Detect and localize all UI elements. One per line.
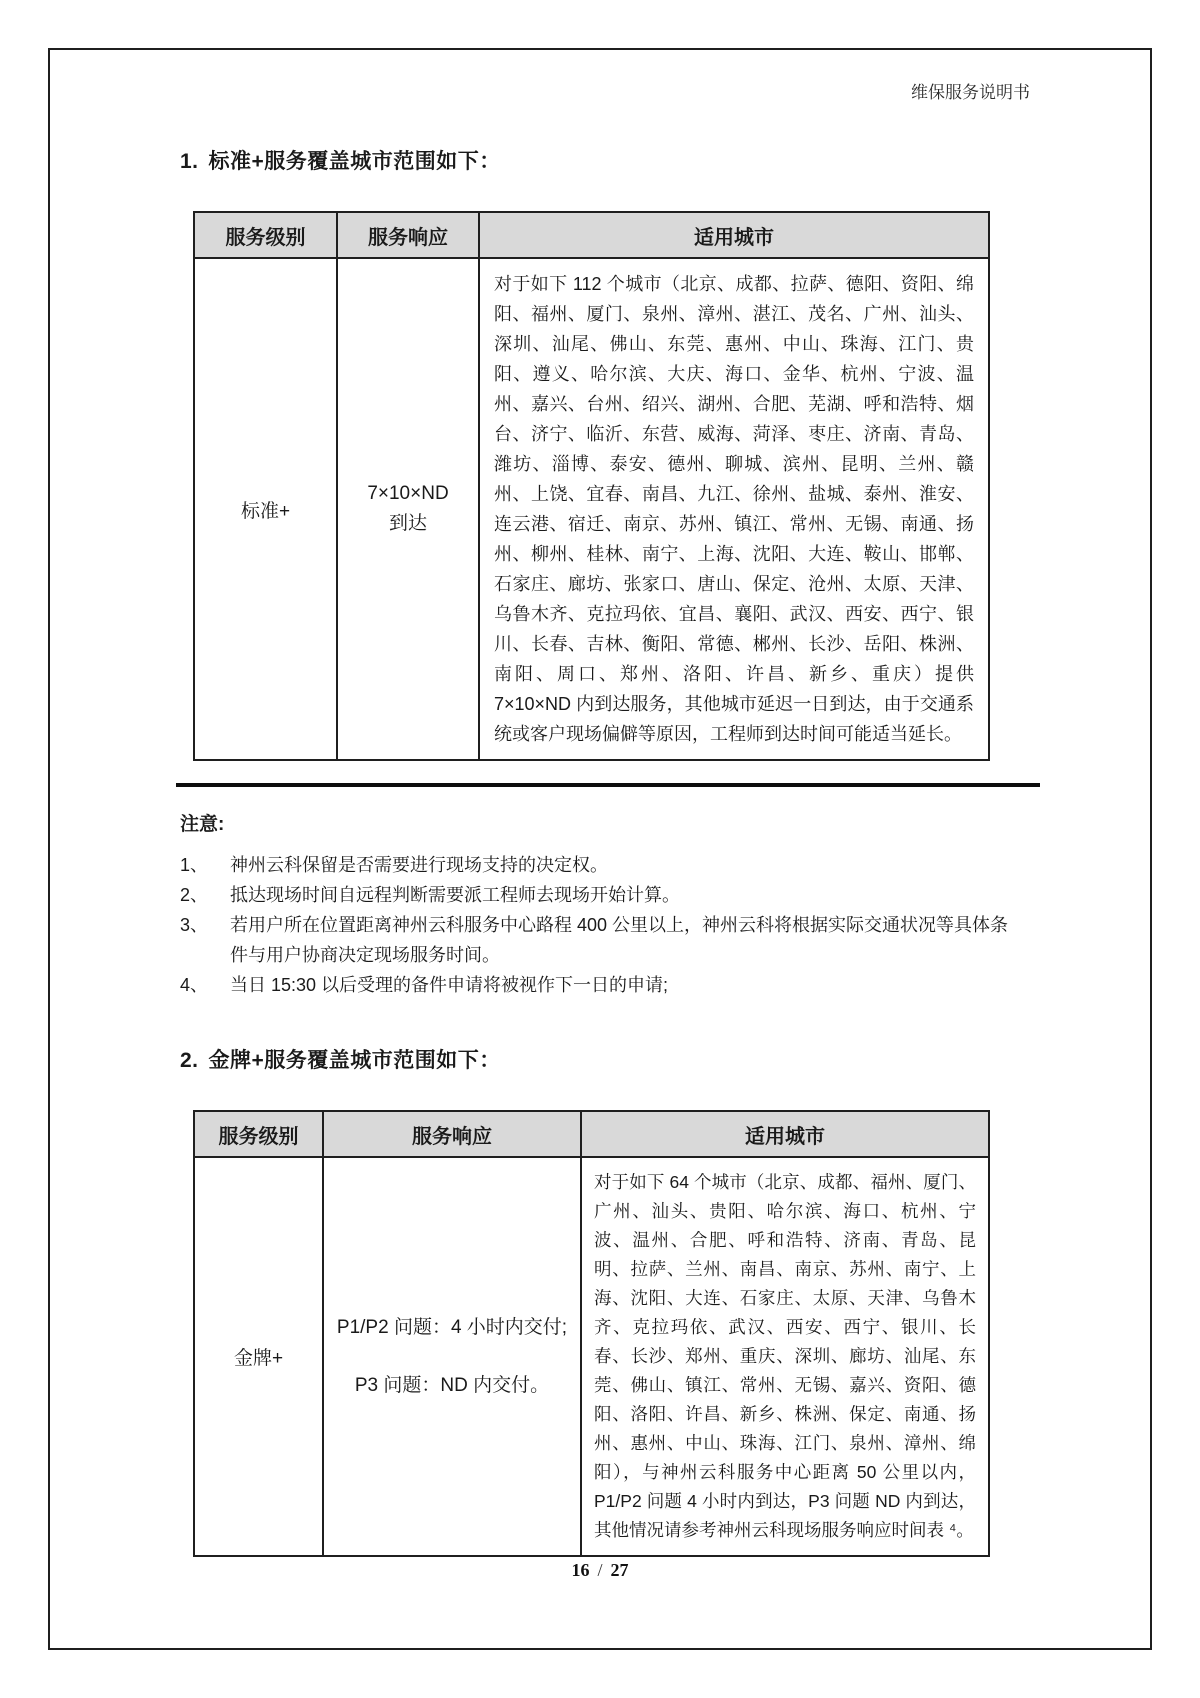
note-text: 当日 15:30 以后受理的备件申请将被视作下一日的申请; bbox=[230, 975, 669, 995]
col-header-applicable-cities: 适用城市 bbox=[479, 212, 989, 258]
table-header-row bbox=[194, 1111, 989, 1157]
footer-page-current: 16 bbox=[571, 1560, 590, 1580]
footer-separator: / bbox=[597, 1560, 603, 1580]
note-text: 若用户所在位置距离神州云科服务中心路程 400 公里以上，神州云科将根据实际交通状况等具体条件与用户协商决定现场服务时间。 bbox=[230, 915, 1009, 965]
table-row bbox=[194, 258, 989, 760]
note-number: 1、 bbox=[180, 855, 209, 875]
response-p3: P3 问题：ND 内交付。 bbox=[354, 1374, 550, 1396]
applicable-cities-cell: 对于如下 112 个城市（北京、成都、拉萨、德阳、资阳、绵阳、福州、厦门、泉州、漳州、湛江、茂名、广州、汕头、深圳、汕尾、佛山、东莞、惠州、中山、珠海、江门、贵阳、遵义、哈尔滨、大庆、海口、金华、杭州、宁波、温州、嘉兴、台州、绍兴、湖州、合肥、芜湖、呼和浩特、烟台、济宁、临沂、东营、威海、菏泽、枣庄、济南、青岛、潍坊、淄博、泰安、德州、聊城、滨州、昆明、兰州、赣州、上饶、宜春、南昌、九江、徐州、盐城、泰州、淮安、连云港、宿迁、南京、苏州、镇江、常州、无锡、南通、扬州、柳州、桂林、南宁、上海、沈阳、大连、鞍山、邯郸、石家庄、廊坊、张家口、唐山、保定、沧州、太原、天津、乌鲁木齐、克拉玛依、宜昌、襄阳、武汉、西安、西宁、银川、长春、吉林、衡阳、常德、郴州、长沙、岳阳、株洲、南阳、周口、郑州、洛阳、许昌、新乡、重庆）提供 7×10×ND 内到达服务，其他城市延迟一日到达，由于交通系统或客户现场偏僻等原因，工程师到达时间可能适当延长。 bbox=[479, 258, 989, 760]
section2-heading-number: 2. bbox=[180, 1049, 199, 1072]
col-header-service-level: 服务级别 bbox=[194, 1111, 323, 1157]
note-number: 4、 bbox=[180, 975, 209, 995]
service-response-cell bbox=[323, 1157, 581, 1556]
section1-heading-number: 1. bbox=[180, 150, 199, 173]
page-footer bbox=[0, 1560, 1200, 1581]
notes-section bbox=[180, 809, 1010, 1000]
note-item-2 bbox=[180, 880, 1010, 910]
table-header-row bbox=[194, 212, 989, 258]
note-number: 3、 bbox=[180, 915, 209, 935]
service-level-cell: 金牌+ bbox=[194, 1157, 323, 1556]
note-text: 神州云科保留是否需要进行现场支持的决定权。 bbox=[230, 855, 608, 875]
standard-plus-coverage-table bbox=[193, 211, 990, 761]
service-level-cell: 标准+ bbox=[194, 258, 337, 760]
section1-heading bbox=[180, 145, 1200, 175]
note-text: 抵达现场时间自远程判断需要派工程师去现场开始计算。 bbox=[230, 885, 680, 905]
section2-heading bbox=[180, 1044, 1200, 1074]
response-line1: 7×10×ND bbox=[367, 483, 449, 504]
applicable-cities-cell: 对于如下 64 个城市（北京、成都、福州、厦门、广州、汕头、贵阳、哈尔滨、海口、杭州、宁波、温州、合肥、呼和浩特、济南、青岛、昆明、拉萨、兰州、南昌、南京、苏州、南宁、上海、沈阳、大连、石家庄、太原、天津、乌鲁木齐、克拉玛依、武汉、西安、西宁、银川、长春、长沙、郑州、重庆、深圳、廊坊、汕尾、东莞、佛山、镇江、常州、无锡、嘉兴、资阳、德阳、洛阳、许昌、新乡、株洲、保定、南通、扬州、惠州、中山、珠海、江门、泉州、漳州、绵阳），与神州云科服务中心距离 50 公里以内，P1/P2 问题 4 小时内到达，P3 问题 ND 内到达，其他情况请参考神州云科现场服务响应时间表 ⁴。 bbox=[581, 1157, 989, 1556]
col-header-applicable-cities: 适用城市 bbox=[581, 1111, 989, 1157]
gold-plus-coverage-table bbox=[193, 1110, 990, 1557]
response-p1p2: P1/P2 问题：4 小时内交付; bbox=[336, 1316, 568, 1338]
note-item-1 bbox=[180, 850, 1010, 880]
col-header-service-response: 服务响应 bbox=[337, 212, 479, 258]
note-number: 2、 bbox=[180, 885, 209, 905]
note-item-3 bbox=[180, 910, 1010, 970]
response-line2: 到达 bbox=[388, 513, 427, 534]
col-header-service-level: 服务级别 bbox=[194, 212, 337, 258]
service-response-cell bbox=[337, 258, 479, 760]
horizontal-rule bbox=[176, 783, 1040, 787]
table-row bbox=[194, 1157, 989, 1556]
footer-page-total: 27 bbox=[610, 1560, 629, 1580]
note-item-4 bbox=[180, 970, 1010, 1000]
section2-heading-text: 金牌+服务覆盖城市范围如下： bbox=[208, 1049, 501, 1072]
col-header-service-response: 服务响应 bbox=[323, 1111, 581, 1157]
doc-header-title: 维保服务说明书 bbox=[911, 83, 1030, 102]
notes-title: 注意: bbox=[180, 814, 225, 835]
section1-heading-text: 标准+服务覆盖城市范围如下： bbox=[208, 150, 501, 173]
